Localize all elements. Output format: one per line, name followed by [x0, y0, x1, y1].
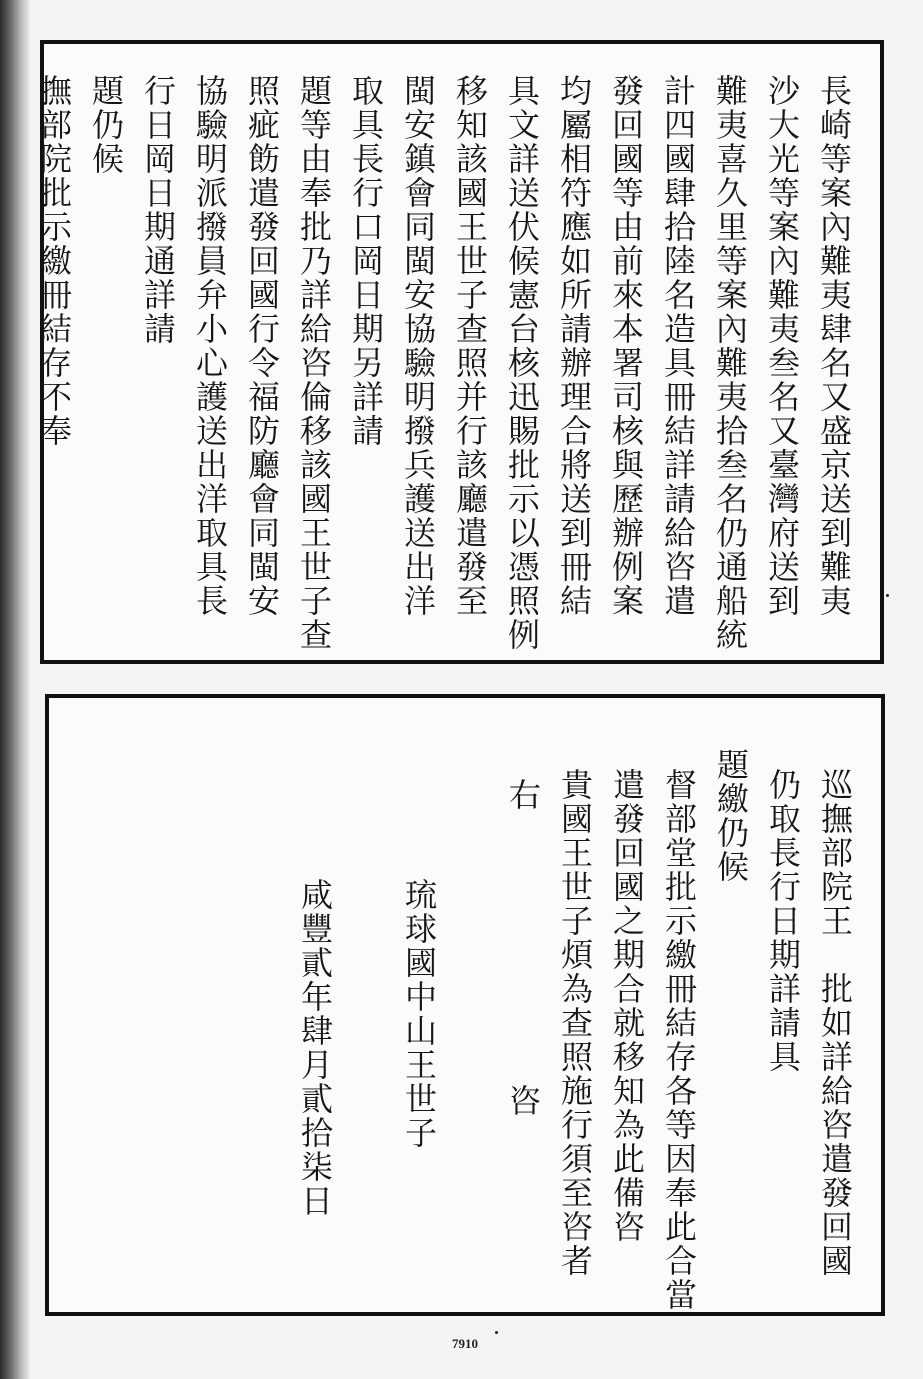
text-column: 題仍候 [87, 74, 125, 176]
text-column: 照疵飭遣發回國行令福防廳會同閩安 [243, 74, 281, 618]
text-column: 協驗明派撥員弁小心護送出洋取具長 [191, 74, 229, 618]
text-column: 難夷喜久里等案內難夷拾叁名仍通船統 [711, 74, 749, 652]
text-column: 仍取長行日期詳請具 [764, 768, 802, 1074]
bottom-text-columns [69, 748, 861, 1312]
text-column: 遣發回國之期合就移知為此備咨 [608, 768, 646, 1244]
top-text-columns [35, 74, 860, 652]
text-column: 移知該國王世子查照并行該廳遣發至 [451, 74, 489, 618]
text-column: 巡撫部院王 批如詳給咨遣發回國 [816, 768, 854, 1278]
text-column: 發回國等由前來本署司核與歷辦例案 [607, 74, 645, 618]
page-number: 7910 [452, 1336, 478, 1351]
text-column: 咸豐貳年肆月貳拾柒日 [296, 878, 334, 1218]
top-document-panel [35, 40, 884, 664]
text-column: 計四國肆拾陸名造具冊結詳請給咨遣 [659, 74, 697, 618]
text-column: 取具長行口岡日期另詳請 [347, 74, 385, 448]
text-column: 右 咨 [504, 778, 542, 1118]
book-spine-shadow [0, 0, 30, 1379]
scan-speck [495, 1331, 498, 1334]
text-column: 行日岡日期通詳請 [139, 74, 177, 346]
text-column: 閩安鎮會同閩安協驗明撥兵護送出洋 [399, 74, 437, 618]
text-column: 琉球國中山王世子 [400, 878, 438, 1150]
text-column: 題等由奉批乃詳給咨倫移該國王世子查 [295, 74, 333, 652]
text-column: 沙大光等案內難夷叁名又臺灣府送到 [763, 74, 801, 618]
text-column: 長崎等案內難夷肆名又盛京送到難夷 [815, 74, 853, 618]
text-column: 貴國王世子煩為查照施行須至咨者 [556, 768, 594, 1278]
text-column: 均屬相符應如所請辦理合將送到冊結 [555, 74, 593, 618]
text-column: 具文詳送伏候憲台核迅賜批示以憑照例 [503, 74, 541, 652]
text-column: 督部堂批示繳冊結存各等因奉此合當 [660, 768, 698, 1312]
text-column: 題繳仍候 [712, 748, 750, 884]
bottom-document-panel [45, 694, 885, 1316]
text-column: 撫部院批示繳冊結存不奉 [35, 74, 73, 448]
scan-speck [886, 594, 889, 597]
